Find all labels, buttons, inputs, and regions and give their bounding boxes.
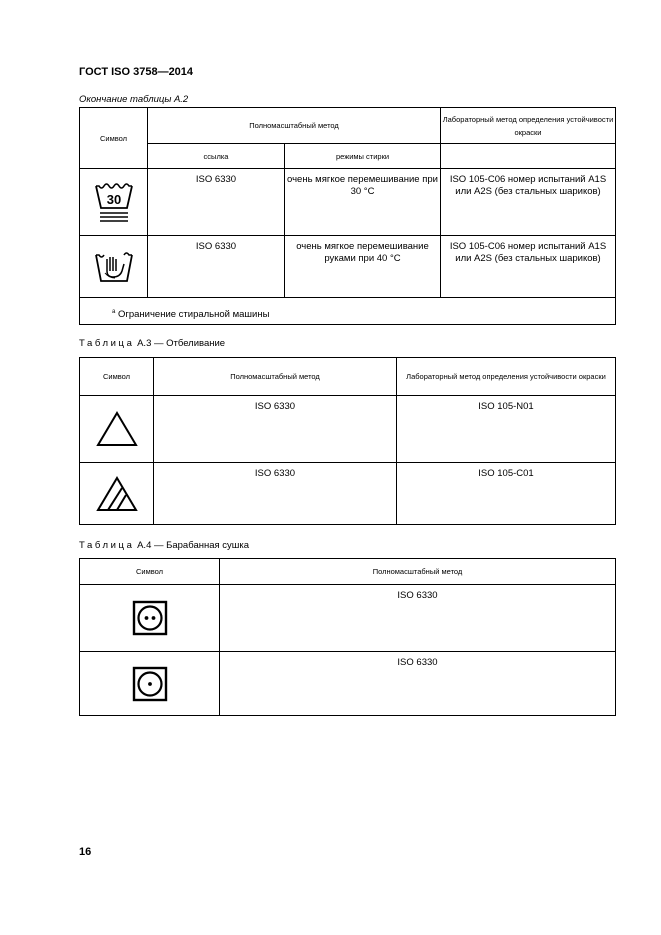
table-a3: [79, 357, 616, 525]
symbol-cell: [80, 236, 148, 298]
table-a2: [79, 107, 616, 325]
table-row: [80, 396, 616, 463]
bleach-triangle-icon: [95, 410, 139, 448]
table-row: [80, 463, 616, 525]
wash-temperature-text: 30: [106, 192, 121, 207]
footnote-mark: a: [112, 309, 116, 315]
header-full-scale-method: Полномасштабный метод: [154, 358, 397, 396]
header-empty: [441, 144, 616, 169]
table-a3-caption-title: А.3 — Отбеливание: [137, 338, 226, 349]
lab-method-cell: ISO 105-C06 номер испытаний A1S или A2S (без стальных шариков): [441, 236, 616, 298]
symbol-cell: [80, 396, 154, 463]
reference-cell: ISO 6330: [148, 169, 285, 236]
header-lab-method: Лабораторный метод определения устойчивости окраски: [397, 358, 616, 396]
oxygen-bleach-triangle-icon: [95, 475, 139, 513]
reference-cell: ISO 6330: [148, 236, 285, 298]
tumble-dry-low-icon: [132, 666, 168, 702]
full-scale-cell: ISO 6330: [154, 463, 397, 525]
header-wash-modes: режимы стирки: [285, 144, 441, 169]
table-a3-caption: [79, 338, 225, 349]
table-a4-caption: [79, 540, 249, 551]
header-lab-method: Лабораторный метод определения устойчивости окраски: [441, 108, 616, 144]
table-row: [80, 652, 616, 716]
table-a2-caption: Окончание таблицы А.2: [79, 94, 189, 105]
header-symbol: Символ: [80, 358, 154, 396]
lab-method-cell: ISO 105-N01: [397, 396, 616, 463]
page-number: 16: [79, 846, 92, 858]
header-reference: ссылка: [148, 144, 285, 169]
lab-method-cell: ISO 105-C01: [397, 463, 616, 525]
lab-method-cell: ISO 105-C06 номер испытаний A1S или A2S (без стальных шариков): [441, 169, 616, 236]
table-a3-caption-label: Таблица: [79, 338, 135, 349]
hand-wash-icon: [93, 247, 135, 287]
wash-mode-cell: очень мягкое перемешивание руками при 40 °С: [285, 236, 441, 298]
table-a4: [79, 558, 616, 716]
table-a4-caption-label: Таблица: [79, 540, 135, 551]
symbol-cell: [80, 652, 220, 716]
header-symbol: Символ: [80, 559, 220, 585]
full-scale-cell: ISO 6330: [220, 585, 616, 652]
full-scale-cell: ISO 6330: [220, 652, 616, 716]
symbol-cell: [80, 169, 148, 236]
wash-30-very-gentle-icon: [93, 180, 135, 224]
document-title: ГОСТ ISO 3758—2014: [79, 66, 194, 78]
footnote-text: Ограничение стиральной машины: [117, 309, 270, 320]
table-footnote: [80, 298, 616, 325]
full-scale-cell: ISO 6330: [154, 396, 397, 463]
header-full-scale-method: Полномасштабный метод: [148, 108, 441, 144]
header-full-scale-method: Полномасштабный метод: [220, 559, 616, 585]
table-row: [80, 585, 616, 652]
table-a4-caption-title: А.4 — Барабанная сушка: [137, 540, 250, 551]
symbol-cell: [80, 585, 220, 652]
table-row: [80, 236, 616, 298]
symbol-cell: [80, 463, 154, 525]
tumble-dry-normal-icon: [132, 600, 168, 636]
header-symbol: Символ: [80, 108, 148, 169]
table-row: [80, 169, 616, 236]
wash-mode-cell: очень мягкое перемешивание при 30 °С: [285, 169, 441, 236]
